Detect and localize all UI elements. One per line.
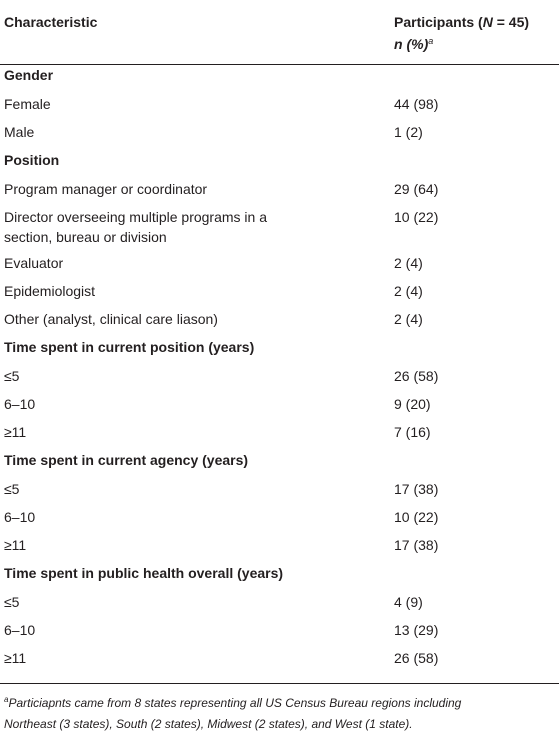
section-label <box>4 337 374 357</box>
row-value: 26 (58) <box>394 368 439 384</box>
row-label-text: ≤5 <box>4 368 20 384</box>
row-value: 2 (4) <box>394 283 423 299</box>
row-label-text: Position <box>4 152 60 168</box>
row-label-text: Evaluator <box>4 255 64 271</box>
row-label <box>4 366 374 386</box>
header-participants-line1 <box>394 11 559 33</box>
footnote-line-1 <box>4 693 556 714</box>
footnote-marker: a <box>4 695 9 704</box>
table-header <box>0 0 559 65</box>
row-label <box>4 94 374 114</box>
row-label <box>4 620 374 640</box>
row-label <box>4 394 374 414</box>
row-label-text: ≥11 <box>4 650 27 666</box>
table-bottom-rule <box>0 683 559 684</box>
row-label-text: Time spent in public health overall (years) <box>4 565 284 581</box>
row-label-text: Female <box>4 96 51 112</box>
row-value: 13 (29) <box>394 622 439 638</box>
header-footnote-marker: a <box>428 36 434 46</box>
row-label-text: Gender <box>4 67 54 83</box>
row-label <box>4 479 374 499</box>
section-label <box>4 563 374 583</box>
row-label-text: ≥11 <box>4 424 27 440</box>
row-value: 9 (20) <box>394 396 431 412</box>
row-label <box>4 281 374 301</box>
row-value: 1 (2) <box>394 124 423 140</box>
row-label-text: Time spent in current position (years) <box>4 339 255 355</box>
row-label-text: ≤5 <box>4 481 20 497</box>
row-value: 7 (16) <box>394 424 431 440</box>
header-participants-prefix: Participants ( <box>394 14 483 30</box>
row-label-text: 6–10 <box>4 509 36 525</box>
row-label <box>4 422 374 442</box>
row-label <box>4 507 374 527</box>
row-value: 2 (4) <box>394 311 423 327</box>
row-label-text: Epidemiologist <box>4 283 96 299</box>
row-value: 17 (38) <box>394 481 439 497</box>
row-label-text: Time spent in current agency (years) <box>4 452 249 468</box>
footnote-line-2: Northeast (3 states), South (2 states), Midwest (2 states), and West (1 state). <box>4 717 413 731</box>
header-participants-line2 <box>394 33 559 55</box>
row-label <box>4 179 374 199</box>
row-value: 44 (98) <box>394 96 439 112</box>
table-footnote <box>4 693 556 735</box>
row-label <box>4 309 374 329</box>
row-label <box>4 648 374 668</box>
row-label <box>4 207 374 247</box>
row-value: 10 (22) <box>394 209 439 225</box>
row-label-text: 6–10 <box>4 396 36 412</box>
header-participants <box>394 11 559 55</box>
row-label <box>4 122 374 142</box>
section-label <box>4 65 374 85</box>
section-label <box>4 450 374 470</box>
row-label-text: Male <box>4 124 35 140</box>
header-participants-n-symbol: N <box>482 14 493 30</box>
row-label-text: ≥11 <box>4 537 27 553</box>
header-participants-suffix: = 45) <box>492 14 530 30</box>
row-value: 29 (64) <box>394 181 439 197</box>
row-label <box>4 535 374 555</box>
row-label-text: ≤5 <box>4 594 20 610</box>
row-label-text-continued: section, bureau or division <box>4 229 167 245</box>
footnote-text-1: Particiapnts came from 8 states representing all US Census Bureau regions including <box>8 696 462 710</box>
header-characteristic: Characteristic <box>4 14 98 30</box>
row-label <box>4 253 374 273</box>
row-value: 26 (58) <box>394 650 439 666</box>
header-percent: (%) <box>402 36 429 52</box>
row-label-text: 6–10 <box>4 622 36 638</box>
row-value: 2 (4) <box>394 255 423 271</box>
row-label-text: Program manager or coordinator <box>4 181 208 197</box>
row-value: 17 (38) <box>394 537 439 553</box>
row-label <box>4 592 374 612</box>
row-value: 4 (9) <box>394 594 423 610</box>
row-label-text: Other (analyst, clinical care liason) <box>4 311 218 327</box>
row-label-text: Director overseeing multiple programs in a <box>4 209 267 225</box>
table-body <box>0 65 559 687</box>
section-label <box>4 150 374 170</box>
header-n-symbol: n <box>394 36 403 52</box>
row-value: 10 (22) <box>394 509 439 525</box>
